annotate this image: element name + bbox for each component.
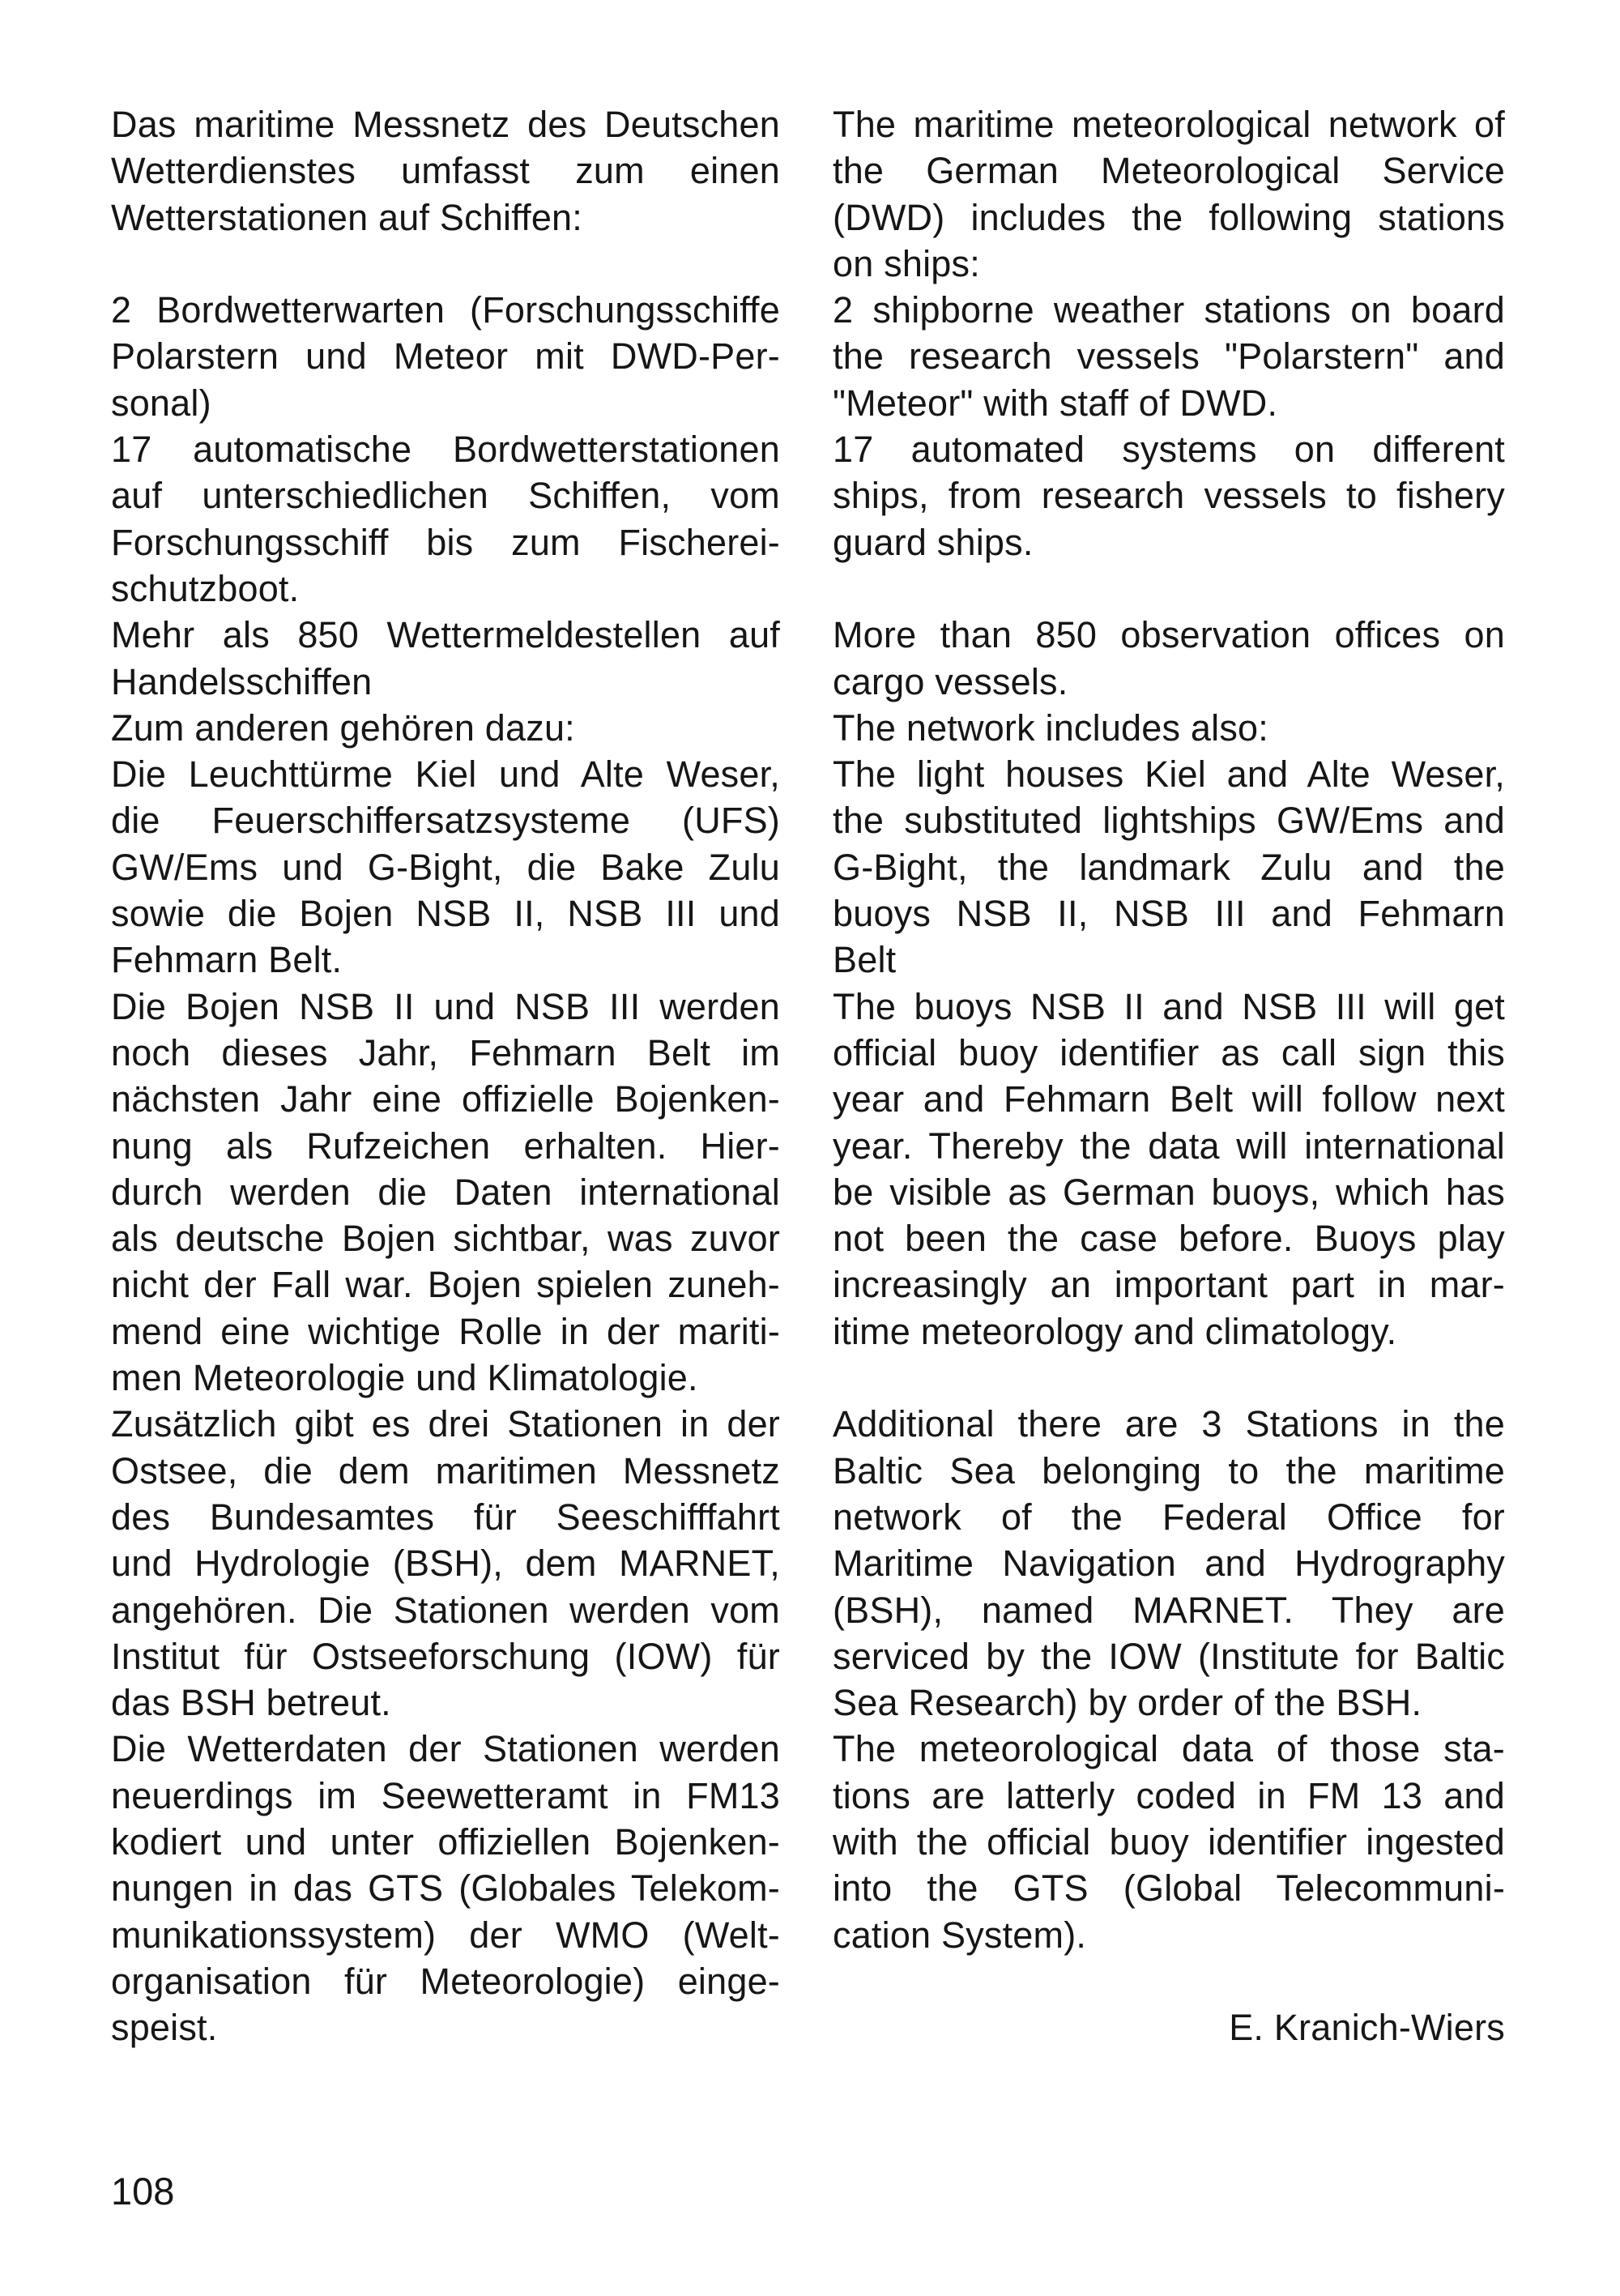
text-line: speist.: [111, 2007, 218, 2049]
text-line: tions are latterly coded in FM 13 and: [833, 1774, 1505, 1816]
text-line: Institut für Ostseeforschung (IOW) für: [111, 1635, 780, 1677]
text-line: men Meteorologie und Klimatologie.: [111, 1357, 698, 1399]
text-line: itime meteorology and climatology.: [833, 1310, 1397, 1352]
text-line: durch werden die Daten international: [111, 1171, 780, 1213]
text-line: Wetterstationen auf Schiffen:: [111, 196, 582, 238]
text-line: Die Leuchttürme Kiel und Alte Weser,: [111, 753, 780, 796]
text-line: Sea Research) by order of the BSH.: [833, 1682, 1422, 1724]
text-line: kodiert und unter offiziellen Bojenken-: [111, 1820, 780, 1863]
text-line: serviced by the IOW (Institute for Baltic: [833, 1635, 1505, 1677]
text-line: The light houses Kiel and Alte Weser,: [833, 753, 1505, 796]
text-line: the substituted lightships GW/Ems and: [833, 800, 1505, 842]
text-line: not been the case before. Buoys play: [833, 1218, 1505, 1260]
text-line: cation System).: [833, 1914, 1087, 1956]
english-text-column: [833, 101, 1505, 2051]
text-line: auf unterschiedlichen Schiffen, vom: [111, 475, 780, 517]
text-line: des Bundesamtes für Seeschifffahrt: [111, 1496, 780, 1538]
text-line: schutzboot.: [111, 567, 300, 609]
text-line: The maritime meteorological network of: [833, 104, 1505, 145]
text-line: mend eine wichtige Rolle in der mariti-: [111, 1310, 780, 1352]
text-line: ships, from research vessels to fishery: [833, 475, 1505, 517]
text-line: Zum anderen gehören dazu:: [111, 706, 575, 749]
text-line: G-Bight, the landmark Zulu and the: [833, 846, 1505, 888]
text-line: 2 shipborne weather stations on board: [833, 289, 1505, 331]
text-line: Wetterdienstes umfasst zum einen: [111, 150, 780, 192]
text-line: on ships:: [833, 242, 980, 284]
text-line: More than 850 observation offices on: [833, 614, 1505, 656]
text-line: (DWD) includes the following stations: [833, 196, 1505, 238]
text-line: nungen in das GTS (Globales Telekom-: [111, 1867, 780, 1910]
text-line: munikationssystem) der WMO (Welt-: [111, 1914, 780, 1956]
text-line: GW/Ems und G-Bight, die Bake Zulu: [111, 846, 780, 888]
text-line: the research vessels "Polarstern" and: [833, 335, 1505, 378]
text-line: noch dieses Jahr, Fehmarn Belt im: [111, 1031, 780, 1073]
text-line: als deutsche Bojen sichtbar, was zuvor: [111, 1218, 780, 1260]
blank-line: [833, 565, 1505, 612]
text-line: und Hydrologie (BSH), dem MARNET,: [111, 1543, 780, 1585]
text-line: increasingly an important part in mar-: [833, 1264, 1505, 1306]
text-line: official buoy identifier as call sign this: [833, 1031, 1505, 1073]
text-line: das BSH betreut.: [111, 1682, 391, 1724]
text-line: die Feuerschiffersatzsysteme (UFS): [111, 800, 780, 842]
text-line: Die Wetterdaten der Stationen werden: [111, 1728, 780, 1770]
text-line: nicht der Fall war. Bojen spielen zuneh-: [111, 1264, 780, 1306]
text-line: year and Fehmarn Belt will follow next: [833, 1078, 1505, 1120]
text-line: guard ships.: [833, 521, 1034, 563]
text-line: with the official buoy identifier ingested: [833, 1820, 1505, 1863]
text-line: Polarstern und Meteor mit DWD-Per-: [111, 335, 780, 378]
text-line: Ostsee, die dem maritimen Messnetz: [111, 1449, 780, 1492]
text-line: Forschungsschiff bis zum Fischerei-: [111, 521, 780, 563]
text-line: be visible as German buoys, which has: [833, 1171, 1505, 1213]
text-line: buoys NSB II, NSB III and Fehmarn: [833, 893, 1505, 935]
german-text-column: [111, 101, 780, 2051]
text-line: the German Meteorological Service: [833, 150, 1505, 192]
text-line: Handelsschiffen: [111, 660, 373, 702]
blank-line: [111, 241, 780, 287]
author-signature: E. Kranich-Wiers: [1229, 2007, 1505, 2049]
text-line: nächsten Jahr eine offizielle Bojenken-: [111, 1078, 780, 1120]
text-line: network of the Federal Office for: [833, 1496, 1505, 1538]
text-line: year. Thereby the data will international: [833, 1125, 1505, 1167]
text-line: organisation für Meteorologie) einge-: [111, 1960, 780, 2002]
text-line: 2 Bordwetterwarten (Forschungsschiffe: [111, 289, 780, 331]
text-line: "Meteor" with staff of DWD.: [833, 382, 1278, 424]
blank-line: [833, 1958, 1505, 2004]
text-line: cargo vessels.: [833, 660, 1068, 702]
text-line: The buoys NSB II and NSB III will get: [833, 985, 1505, 1027]
text-line: The meteorological data of those sta-: [833, 1728, 1505, 1770]
text-line: sonal): [111, 382, 211, 424]
text-line: sowie die Bojen NSB II, NSB III und: [111, 893, 780, 935]
text-line: Die Bojen NSB II und NSB III werden: [111, 985, 780, 1027]
text-line: Maritime Navigation and Hydrography: [833, 1543, 1505, 1585]
page-number: 108: [111, 2170, 175, 2213]
text-line: Fehmarn Belt.: [111, 939, 343, 981]
text-line: Baltic Sea belonging to the maritime: [833, 1449, 1505, 1492]
text-line: The network includes also:: [833, 706, 1268, 749]
text-line: Mehr als 850 Wettermeldestellen auf: [111, 614, 780, 656]
text-line: nung als Rufzeichen erhalten. Hier-: [111, 1125, 780, 1167]
text-line: into the GTS (Global Telecommuni-: [833, 1867, 1505, 1910]
text-line: angehören. Die Stationen werden vom: [111, 1589, 780, 1631]
text-line: 17 automatische Bordwetterstationen: [111, 429, 780, 471]
text-line: (BSH), named MARNET. They are: [833, 1589, 1505, 1631]
text-line: 17 automated systems on different: [833, 429, 1505, 471]
blank-line: [833, 1355, 1505, 1401]
text-line: Das maritime Messnetz des Deutschen: [111, 104, 780, 145]
text-line: Zusätzlich gibt es drei Stationen in der: [111, 1403, 780, 1445]
text-line: Additional there are 3 Stations in the: [833, 1403, 1505, 1445]
text-line: neuerdings im Seewetteramt in FM13: [111, 1774, 780, 1816]
text-line: Belt: [833, 939, 897, 981]
